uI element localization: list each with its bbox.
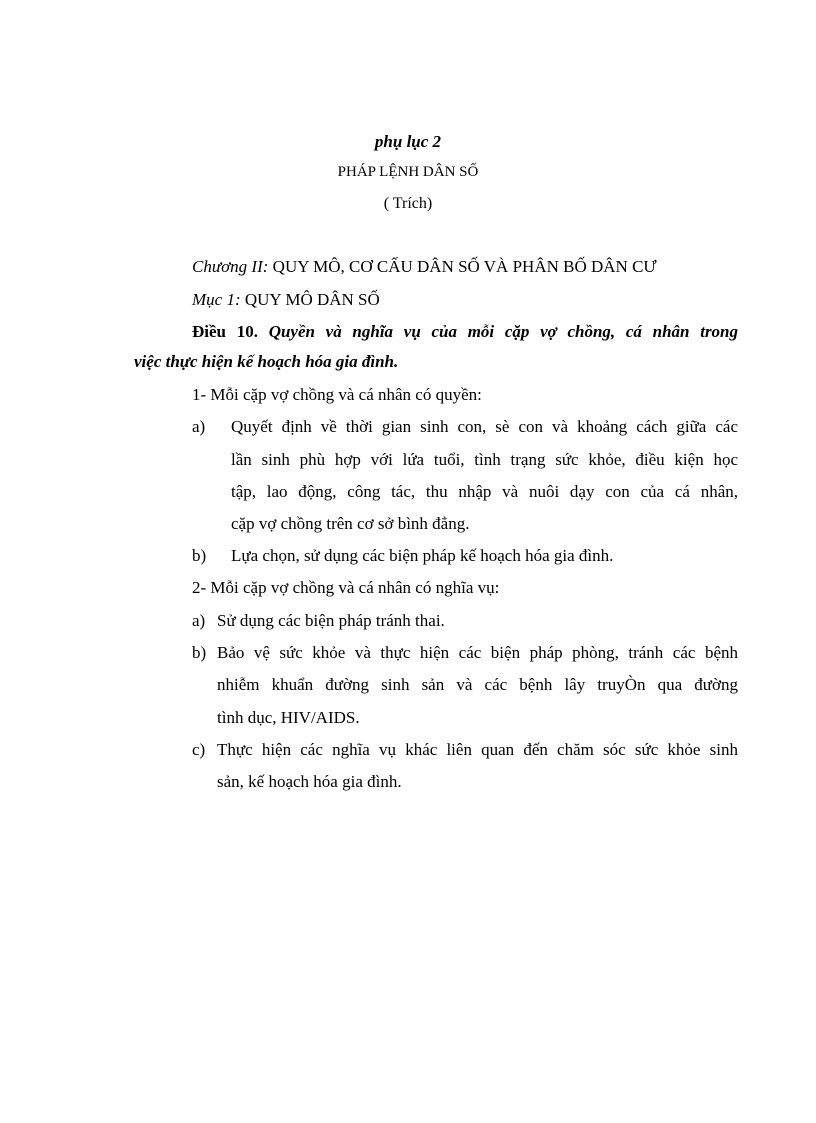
chapter-label: Chương II:: [192, 257, 269, 276]
law-title: PHÁP LỆNH DÂN SỐ: [337, 164, 479, 180]
clause-2-item-c-line: Thực hiện các nghĩa vụ khác liên quan đến chăm sóc sức khỏe sinh: [217, 740, 738, 759]
clause-1: 1- Mỗi cặp vợ chồng và cá nhân có quyền:: [192, 385, 482, 404]
clause-2-item-c-marker: c): [192, 740, 206, 759]
clause-2-item-c-line: sản, kế hoạch hóa gia đình.: [217, 772, 402, 791]
article-heading: [192, 322, 738, 342]
appendix-title: phụ lục 2: [374, 132, 442, 151]
clause-2-item-a-line: Sử dụng các biện pháp tránh thai.: [217, 611, 445, 630]
clause-2: 2- Mỗi cặp vợ chồng và cá nhân có nghĩa vụ:: [192, 578, 500, 597]
clause-2-item-b-marker: b): [192, 643, 207, 662]
clause-1-item-a-marker: a): [192, 417, 206, 436]
clause-1-item-b-line: Lựa chọn, sử dụng các biện pháp kế hoạch hóa gia đình.: [231, 546, 614, 565]
section-heading: [192, 290, 380, 310]
article-title-line2: việc thực hiện kế hoạch hóa gia đình.: [134, 352, 399, 371]
chapter-title: QUY MÔ, CƠ CẤU DÂN SỐ VÀ PHÂN BỐ DÂN CƯ: [272, 257, 657, 276]
section-title: QUY MÔ DÂN SỐ: [244, 290, 380, 309]
clause-2-item-b-line: nhiễm khuẩn đường sinh sản và các bệnh lây truyÒn qua đường: [217, 675, 738, 694]
chapter-heading: [192, 257, 657, 277]
clause-1-item-a-line: Quyết định về thời gian sinh con, sè con và khoảng cách giữa các: [231, 417, 738, 436]
article-title-line1: Quyền và nghĩa vụ của mỗi cặp vợ chồng, cá nhân trong: [268, 322, 739, 341]
clause-2-item-b-line: Bảo vệ sức khỏe và thực hiện các biện pháp phòng, tránh các bệnh: [217, 643, 738, 662]
clause-1-item-a-line: cặp vợ chồng trên cơ sở bình đẳng.: [231, 514, 470, 533]
section-label: Mục 1:: [192, 290, 241, 309]
article-label: Điều 10.: [192, 322, 258, 341]
clause-1-item-a-line: tập, lao động, công tác, thu nhập và nuôi dạy con của cá nhân,: [231, 482, 738, 501]
clause-1-item-a-line: lần sinh phù hợp với lứa tuổi, tình trạng sức khỏe, điều kiện học: [231, 450, 738, 469]
clause-1-item-b-marker: b): [192, 546, 207, 565]
clause-2-item-a-marker: a): [192, 611, 206, 630]
excerpt-note: ( Trích): [383, 195, 433, 212]
clause-2-item-b-line: tình dục, HIV/AIDS.: [217, 708, 360, 727]
